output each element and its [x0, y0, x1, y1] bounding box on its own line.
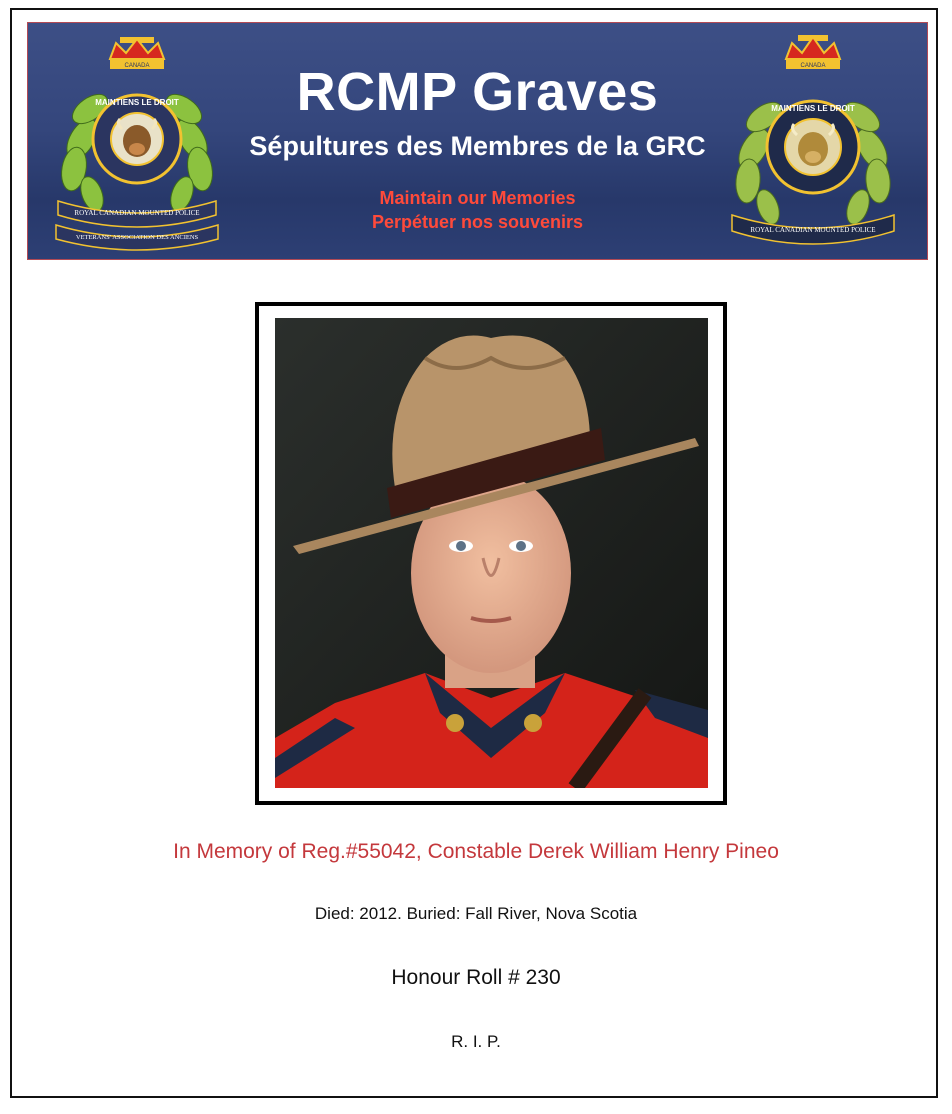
- right-crest-motto: MAINTIENS LE DROIT: [771, 104, 855, 113]
- site-subtitle: Sépultures des Membres de la GRC: [249, 131, 706, 161]
- death-burial-info: Died: 2012. Buried: Fall River, Nova Scotia: [314, 904, 638, 923]
- right-crest-scroll: ROYAL CANADIAN MOUNTED POLICE: [750, 226, 876, 234]
- rcmp-crest-icon: [728, 29, 898, 251]
- site-title: RCMP Graves: [296, 62, 659, 122]
- header-banner: [27, 22, 928, 260]
- right-crest-crown-text: CANADA: [800, 63, 826, 69]
- portrait-photo: [275, 318, 708, 788]
- rest-in-peace: R. I. P.: [451, 1032, 501, 1051]
- left-crest-scroll-line1: ROYAL CANADIAN MOUNTED POLICE: [74, 209, 200, 217]
- memorial-heading: In Memory of Reg.#55042, Constable Derek William Henry Pineo: [173, 840, 779, 863]
- left-crest-motto: MAINTIENS LE DROIT: [95, 98, 179, 107]
- tagline-english: Maintain our Memories: [379, 188, 576, 208]
- memorial-card: [10, 8, 938, 1098]
- portrait-frame: [255, 302, 727, 805]
- tagline-french: Perpétuer nos souvenirs: [371, 212, 584, 232]
- honour-roll-number: Honour Roll # 230: [391, 966, 561, 989]
- left-crest-crown-text: CANADA: [124, 63, 150, 69]
- left-crest-scroll-line2: VETERANS' ASSOCIATION DES ANCIENS: [75, 234, 199, 241]
